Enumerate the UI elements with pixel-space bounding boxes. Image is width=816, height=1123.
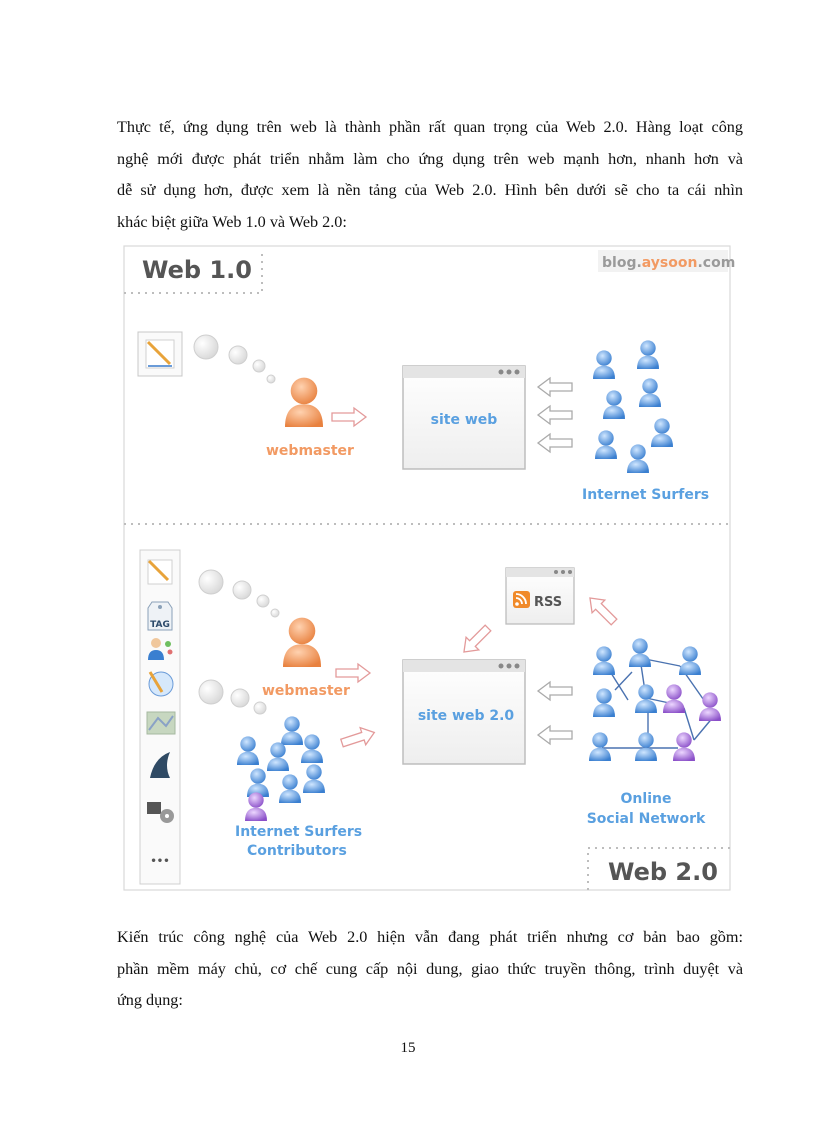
svg-text:TAG: TAG <box>150 620 170 630</box>
map-icon <box>147 712 175 734</box>
text-line: nghệ mới được phát triển nhằm làm cho ứng dụng trên web mạnh hơn, nhanh hơn và <box>117 149 743 168</box>
network-label-line2: Social Network <box>586 811 706 827</box>
notepad-icon <box>138 332 182 376</box>
web2-site-label: site web 2.0 <box>417 708 515 724</box>
svg-text:blog.aysoon.com: blog.aysoon.com <box>602 255 736 271</box>
architecture-paragraph <box>117 922 743 1017</box>
rss-label: RSS <box>534 595 563 610</box>
web2-webmaster-label: webmaster <box>262 683 350 699</box>
more-icon: ••• <box>150 856 170 867</box>
text-line: dễ sử dụng hơn, được xem là nền tảng của Web 2.0. Hình bên dưới sẽ cho ta cái nhìn <box>117 181 743 199</box>
text-line: phần mềm máy chủ, cơ chế cung cấp nội dung, giao thức truyền thông, trình duyệt và <box>117 959 743 978</box>
intro-paragraph <box>117 112 743 238</box>
web2-site-window <box>403 660 525 764</box>
web2-toolbar <box>140 550 180 884</box>
watermark <box>598 250 735 272</box>
contributors-label-line2: Contributors <box>247 843 347 859</box>
text-line: Kiến trúc công nghệ của Web 2.0 hiện vẫn đang phát triển nhưng cơ bản bao gồm: <box>117 928 743 946</box>
tag-icon <box>148 602 172 630</box>
rss-window <box>506 568 574 624</box>
web1-vs-web2-figure <box>118 240 736 896</box>
web1-title: Web 1.0 <box>142 256 252 284</box>
network-label-line1: Online <box>620 791 672 807</box>
text-line: khác biệt giữa Web 1.0 và Web 2.0: <box>117 212 347 231</box>
web1-webmaster-label: webmaster <box>266 443 354 459</box>
text-line: Thực tế, ứng dụng trên web là thành phần rất quan trọng của Web 2.0. Hàng loạt công <box>117 118 743 136</box>
web1-site-window <box>403 366 525 469</box>
page-number: 15 <box>400 1040 416 1056</box>
web1-site-label: site web <box>430 412 498 428</box>
contributors-label-line1: Internet Surfers <box>235 824 363 840</box>
rss-icon <box>513 591 530 608</box>
web1-surfers-label: Internet Surfers <box>582 487 710 503</box>
web2-title: Web 2.0 <box>608 858 718 886</box>
edit-icon <box>149 672 173 696</box>
text-line: ứng dụng: <box>117 991 183 1009</box>
notepad-icon <box>148 560 172 584</box>
